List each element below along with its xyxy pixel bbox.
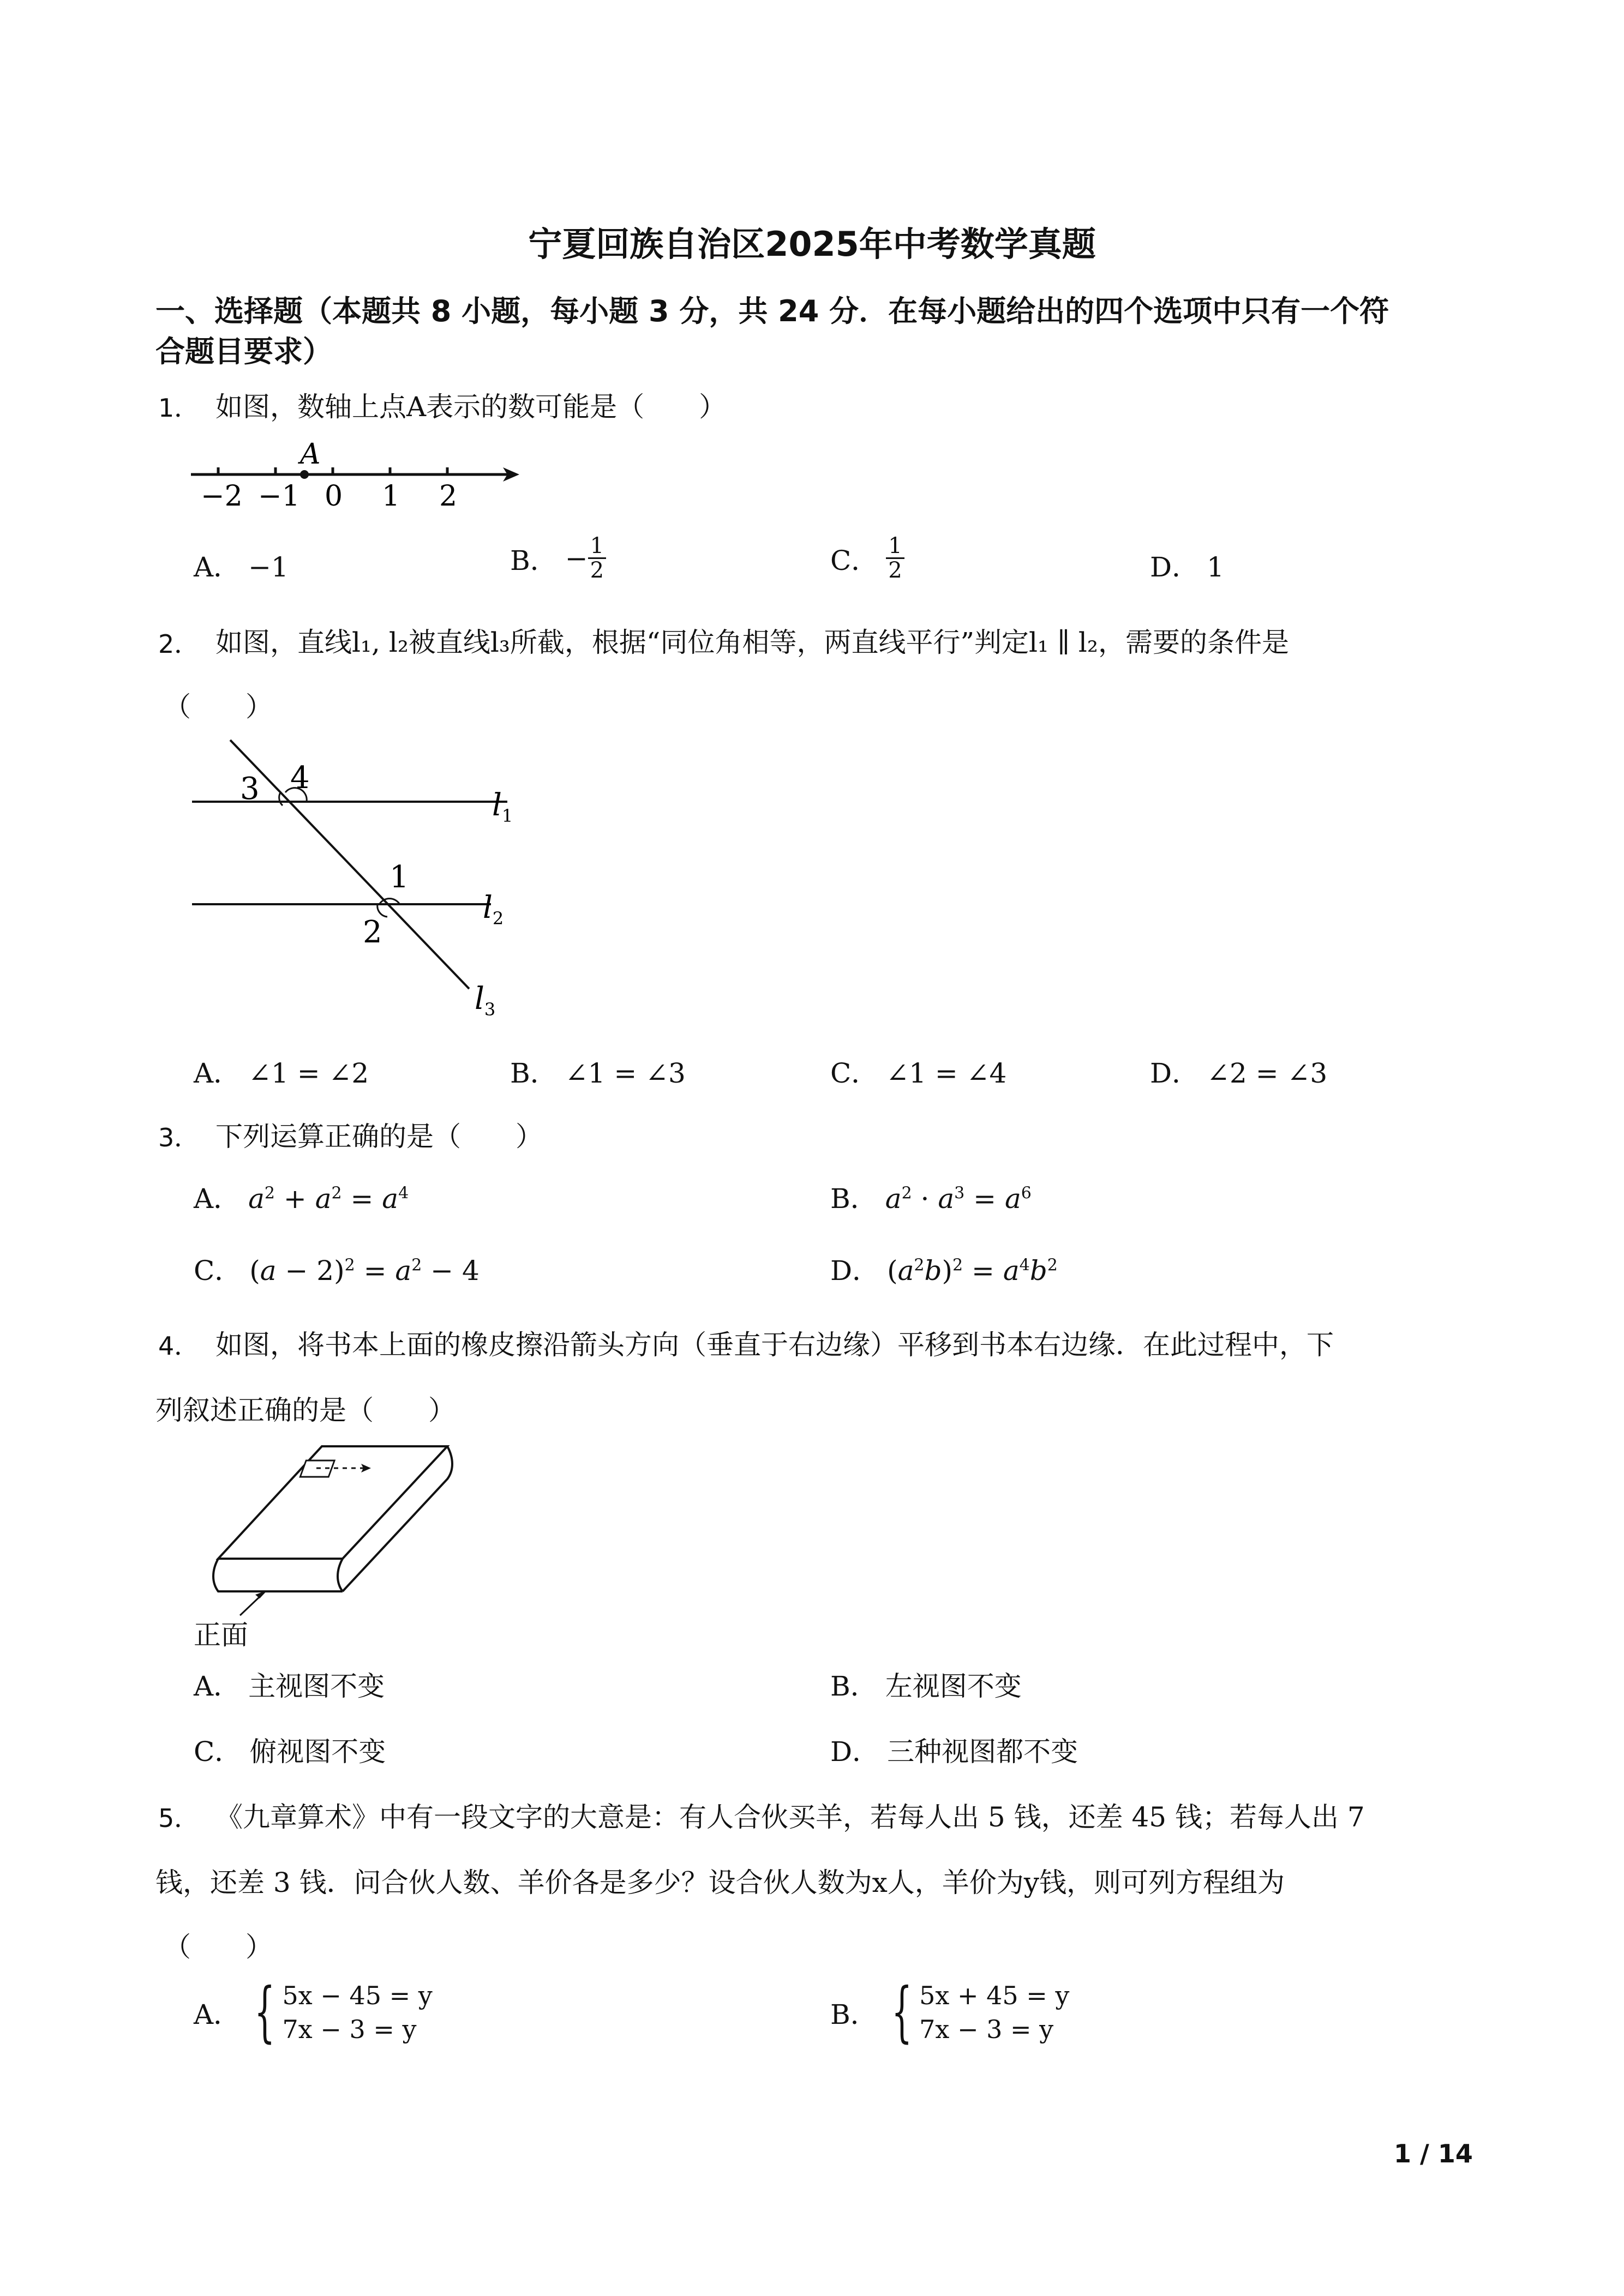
tick-label: 0: [325, 480, 343, 513]
q1-option-c[interactable]: C． $\frac{1}{2}$: [830, 534, 904, 582]
point-a-label: A: [300, 439, 321, 471]
q3-number: 3．: [158, 1123, 200, 1152]
section-header-cont: 合题目要求）: [155, 334, 332, 369]
q4-option-b[interactable]: B． 左视图不变: [830, 1670, 1022, 1702]
q4-number: 4．: [158, 1331, 200, 1361]
q5-text-cont: 钱，还差 3 钱．问合伙人数、羊价各是多少？设合伙人数为x人，羊价为y钱，则可列方程组为: [155, 1867, 1285, 1898]
line-label-l3: $l_3$: [475, 981, 496, 1020]
q1-option-d[interactable]: D． 1: [1150, 551, 1224, 583]
q2-option-a[interactable]: A． ∠1 = ∠2: [194, 1057, 369, 1089]
tick-label: −1: [258, 480, 300, 513]
q1-number-line-figure: [185, 439, 535, 521]
q1-text: 如图，数轴上点A表示的数可能是（ ）: [215, 391, 727, 423]
q4-option-d[interactable]: D． 三种视图都不变: [830, 1736, 1078, 1768]
q3-text: 下列运算正确的是（ ）: [215, 1121, 543, 1152]
q2-number: 2．: [158, 629, 200, 659]
q1-option-b[interactable]: B． − $\frac{1}{2}$: [510, 534, 606, 582]
q4-text-cont: 列叙述正确的是（ ）: [155, 1395, 456, 1426]
q3-option-d[interactable]: D． $(a^2b)^2 = a^4b^2$: [830, 1255, 1058, 1287]
line-label-l2: $l_2$: [483, 890, 504, 929]
q4-book-eraser-figure: [207, 1440, 464, 1642]
angle-label: 2: [363, 915, 382, 950]
q1-option-a[interactable]: A． −1: [194, 551, 289, 583]
q2-option-c[interactable]: C． ∠1 = ∠4: [830, 1057, 1007, 1089]
q5-option-b[interactable]: B． { 5x + 45 = y 7x − 3 = y: [830, 1974, 1070, 2051]
q4-option-c[interactable]: C． 俯视图不变: [194, 1736, 386, 1768]
q4-option-a[interactable]: A． 主视图不变: [194, 1670, 385, 1702]
q2-paren: （ ）: [164, 691, 273, 723]
angle-label: 1: [389, 860, 409, 895]
q2-option-d[interactable]: D． ∠2 = ∠3: [1150, 1057, 1328, 1089]
angle-label: 3: [240, 771, 260, 807]
tick-label: −2: [201, 480, 243, 513]
tick-label: 2: [439, 480, 458, 513]
q5-text: 《九章算术》中有一段文字的大意是：有人合伙买羊，若每人出 5 钱，还差 45 钱；若每人出 7: [215, 1801, 1365, 1833]
line-label-l1: $l_1$: [492, 788, 513, 826]
q2-parallel-lines-figure: [185, 734, 535, 1023]
q4-front-label: 正面: [194, 1619, 248, 1651]
angle-label: 4: [290, 760, 310, 796]
q4-text: 如图，将书本上面的橡皮擦沿箭头方向（垂直于右边缘）平移到书本右边缘．在此过程中，下: [215, 1329, 1334, 1361]
q5-option-a[interactable]: A． { 5x − 45 = y 7x − 3 = y: [194, 1974, 433, 2051]
section-header: 一、选择题（本题共 8 小题，每小题 3 分，共 24 分．在每小题给出的四个选项中只有一个符: [155, 294, 1389, 328]
q5-paren: （ ）: [164, 1931, 273, 1963]
page-title: 宁夏回族自治区2025年中考数学真题: [528, 224, 1096, 264]
page-number: 1 / 14: [1394, 2139, 1473, 2168]
q3-option-a[interactable]: A． $a^2 + a^2 = a^4$: [194, 1183, 409, 1215]
q3-option-c[interactable]: C． $(a - 2)^2 = a^2 - 4$: [194, 1255, 480, 1287]
q2-option-b[interactable]: B． ∠1 = ∠3: [510, 1057, 686, 1089]
q3-option-b[interactable]: B． $a^2 \cdot a^3 = a^6$: [830, 1183, 1032, 1215]
q1-number: 1．: [158, 393, 200, 423]
q5-number: 5．: [158, 1804, 200, 1833]
point-a: [300, 470, 309, 479]
q2-text: 如图，直线l₁, l₂被直线l₃所截，根据“同位角相等，两直线平行”判定l₁ ∥ l₂，需要的条件是: [215, 627, 1289, 658]
tick-label: 1: [382, 480, 400, 513]
